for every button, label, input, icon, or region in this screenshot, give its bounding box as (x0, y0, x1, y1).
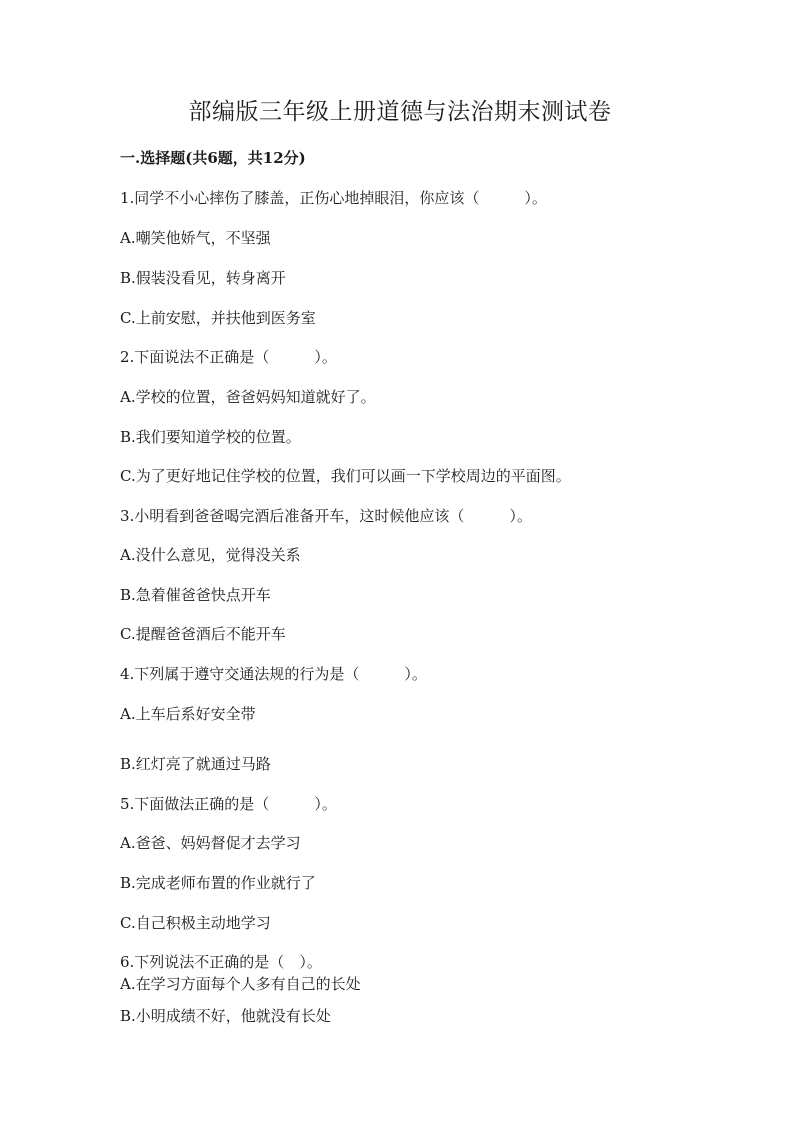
page-title: 部编版三年级上册道德与法治期末测试卷 (188, 99, 612, 125)
question-5-option-b: B.完成老师布置的作业就行了 (120, 874, 316, 892)
question-4-option-a: A.上车后系好安全带 (120, 705, 256, 723)
question-3-option-c: C.提醒爸爸酒后不能开车 (120, 625, 286, 643)
question-6-option-a: A.在学习方面每个人多有自己的长处 (120, 975, 361, 993)
question-2-stem: 2.下面说法不正确是（ ）。 (120, 348, 337, 366)
question-6-stem: 6.下列说法不正确的是（ ）。 (120, 953, 322, 971)
question-6-option-b: B.小明成绩不好，他就没有长处 (120, 1007, 331, 1025)
question-3-option-b: B.急着催爸爸快点开车 (120, 586, 271, 604)
question-1-stem: 1.同学不小心摔伤了膝盖，正伤心地掉眼泪，你应该（ ）。 (120, 189, 547, 207)
question-3-stem: 3.小明看到爸爸喝完酒后准备开车，这时候他应该（ ）。 (120, 507, 532, 525)
question-1-option-b: B.假装没看见，转身离开 (120, 269, 286, 287)
question-1-option-a: A.嘲笑他娇气，不坚强 (120, 229, 271, 247)
question-4-option-b: B.红灯亮了就通过马路 (120, 755, 271, 773)
question-2-option-b: B.我们要知道学校的位置。 (120, 428, 301, 446)
question-3-option-a: A.没什么意见，觉得没关系 (120, 546, 301, 564)
question-2-option-c: C.为了更好地记住学校的位置，我们可以画一下学校周边的平面图。 (120, 467, 571, 485)
section-heading: 一.选择题(共6题，共12分) (120, 149, 306, 167)
question-5-option-a: A.爸爸、妈妈督促才去学习 (120, 834, 301, 852)
question-2-option-a: A.学校的位置，爸爸妈妈知道就好了。 (120, 388, 376, 406)
question-4-stem: 4.下列属于遵守交通法规的行为是（ ）。 (120, 665, 427, 683)
question-1-option-c: C.上前安慰，并扶他到医务室 (120, 309, 316, 327)
question-5-option-c: C.自己积极主动地学习 (120, 914, 271, 932)
question-5-stem: 5.下面做法正确的是（ ）。 (120, 795, 337, 813)
